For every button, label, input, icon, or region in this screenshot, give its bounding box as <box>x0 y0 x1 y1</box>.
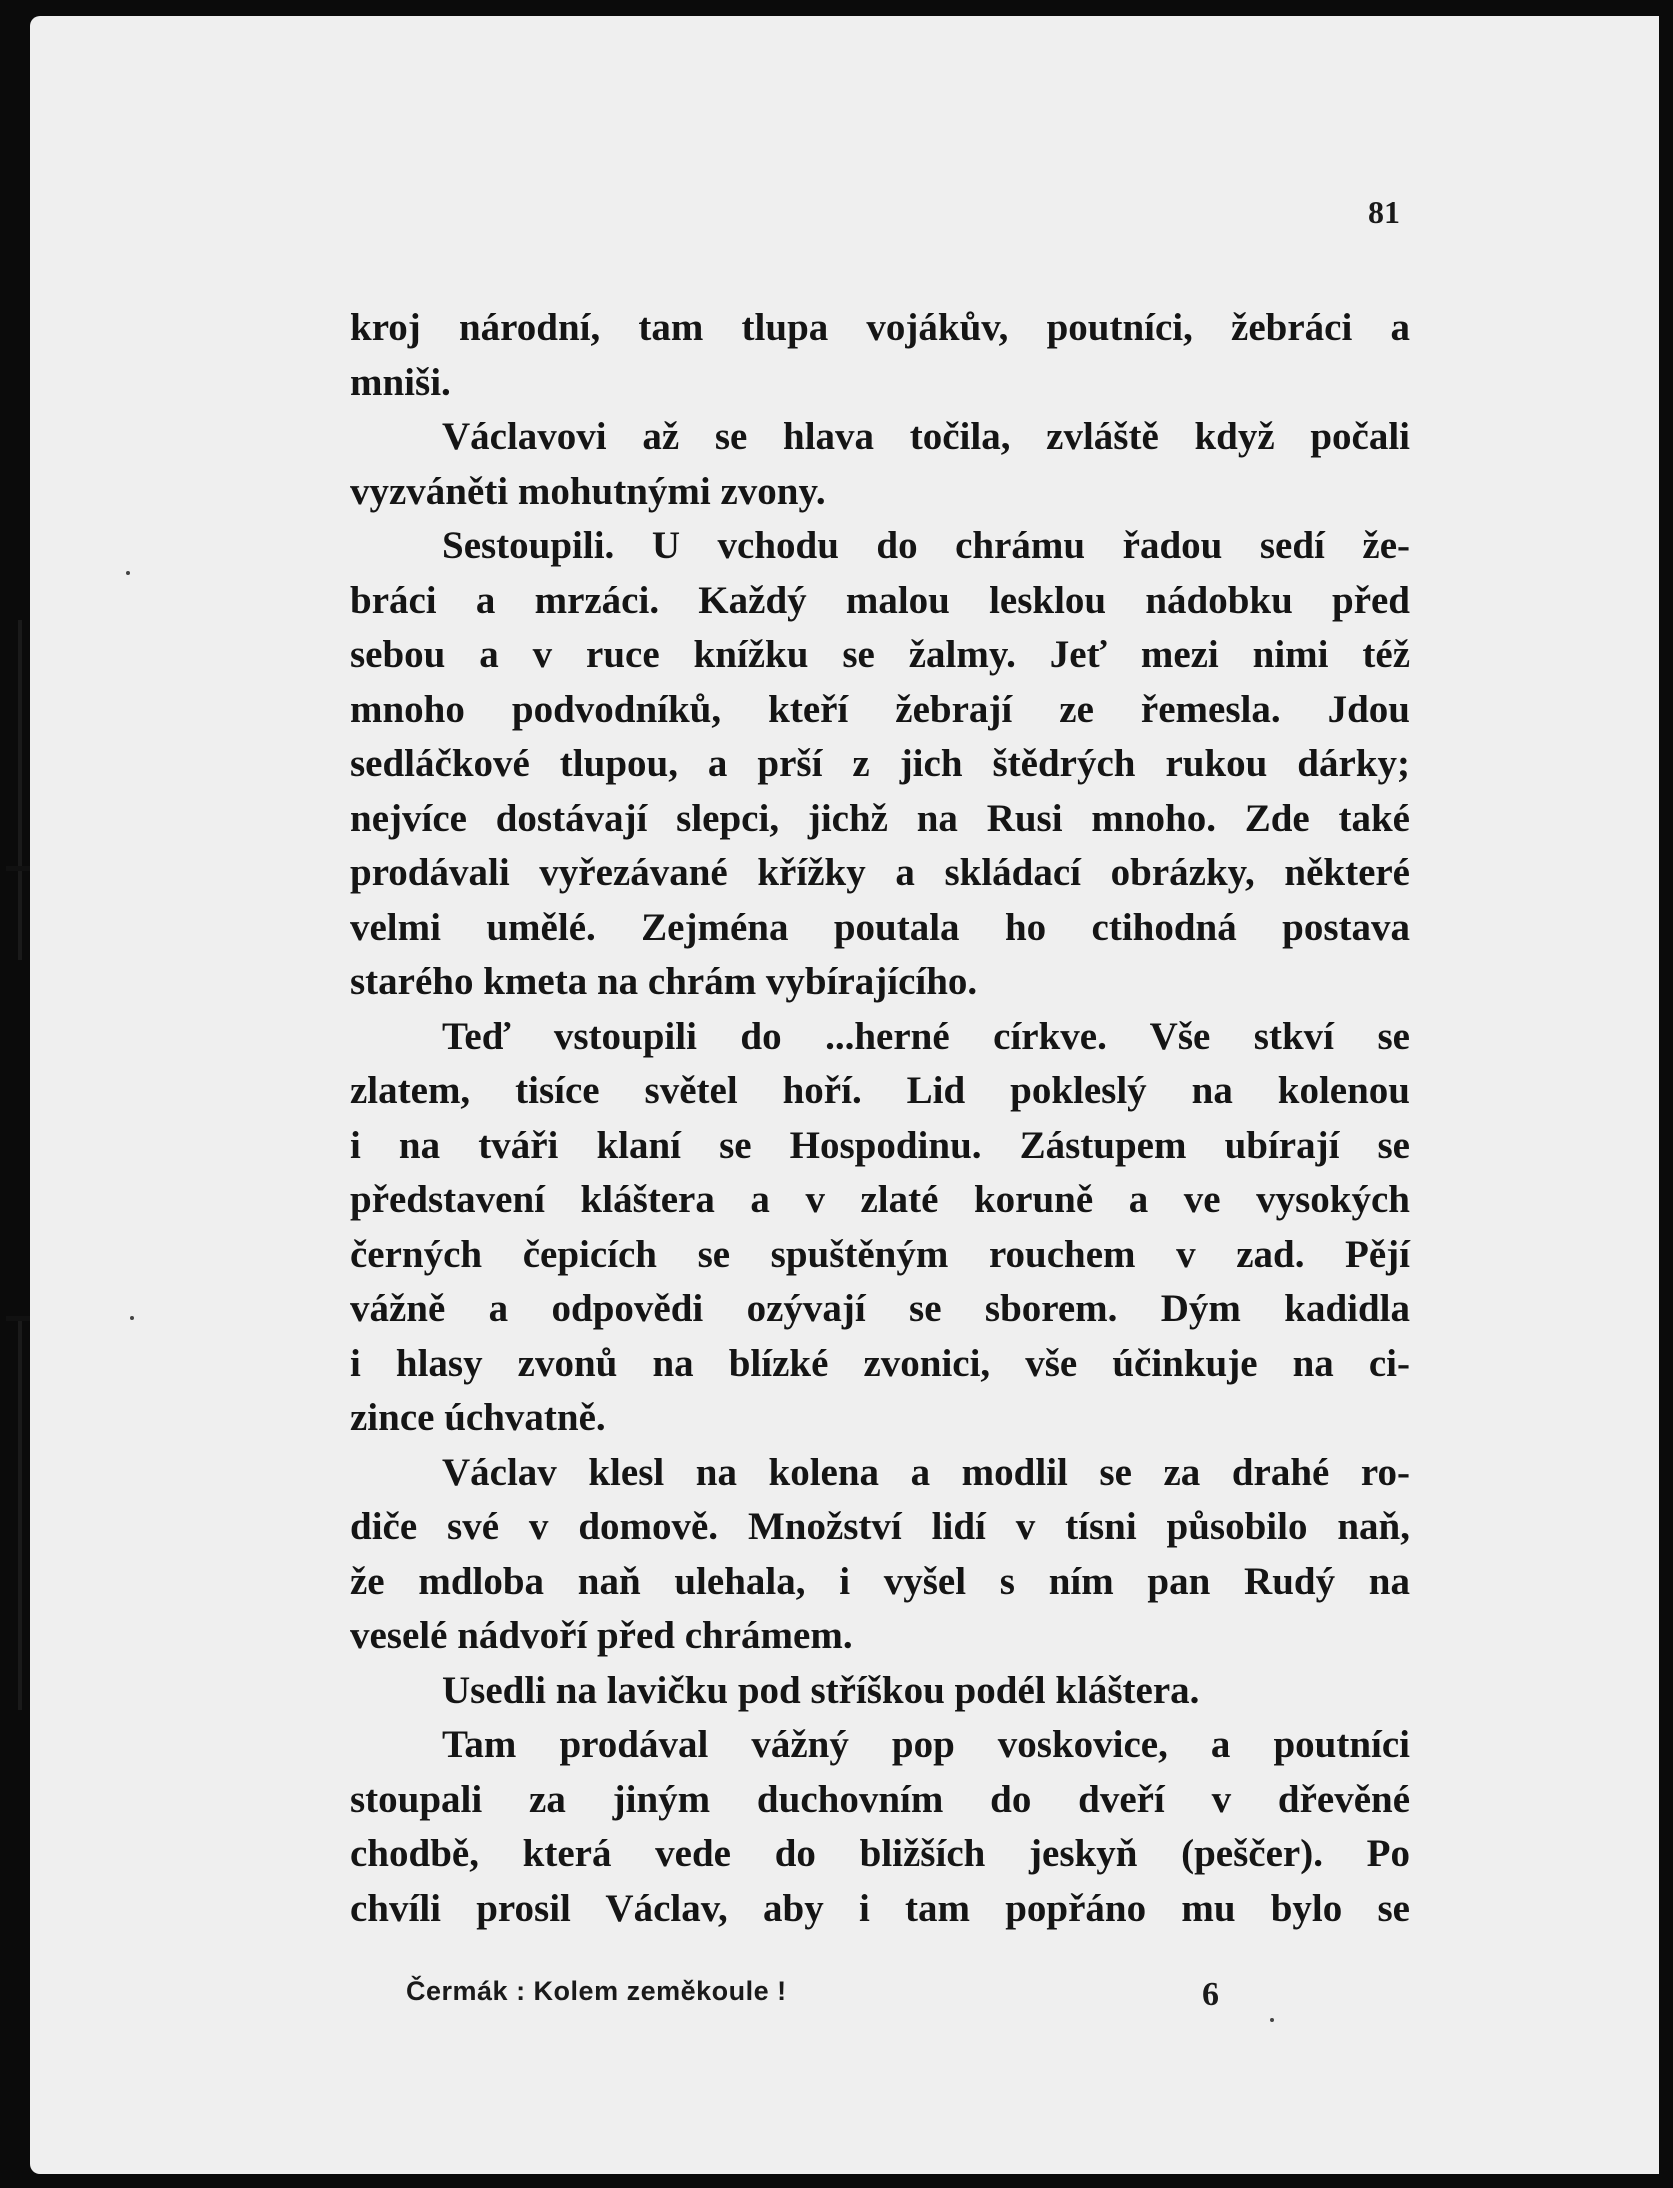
text-line: Usedli na lavičku pod stříškou podél kláštera. <box>442 1668 1200 1712</box>
book-page <box>30 16 1659 2174</box>
text-line: zince úchvatně. <box>350 1396 606 1439</box>
text-line: mnoho podvodníků, kteří žebrají ze řemesla. Jdou <box>350 687 1410 731</box>
text-line: Václav klesl na kolena a modlil se za drahé ro- <box>442 1450 1410 1494</box>
print-speck <box>1270 2018 1274 2022</box>
text-line: sebou a v ruce knížku se žalmy. Jeť mezi nimi též <box>350 633 1410 676</box>
text-line: sedláčkové tlupou, a prší z jich štědrých rukou dárky; <box>350 742 1410 785</box>
text-line: že mdloba naň ulehala, i vyšel s ním pan Rudý na <box>350 1559 1410 1603</box>
binding-mark-upper <box>6 866 32 871</box>
text-line: chodbě, která vede do bližších jeskyň (peščer). Po <box>350 1832 1410 1875</box>
text-line: Tam prodával vážný pop voskovice, a poutníci <box>442 1723 1410 1766</box>
binding-edge <box>18 620 22 960</box>
text-line: vyzváněti mohutnými zvony. <box>350 469 826 513</box>
text-line: představení kláštera a v zlaté koruně a ve vysokých <box>350 1178 1410 1221</box>
binding-mark-lower <box>6 1316 32 1321</box>
footer-author-title: Čermák : Kolem zeměkoule ! <box>406 1976 787 2006</box>
text-line: stoupali za jiným duchovním do dveří v dřevěné <box>350 1777 1410 1821</box>
text-line: Sestoupili. U vchodu do chrámu řadou sedí že- <box>442 524 1410 567</box>
text-line: Teď vstoupili do ...herné církve. Vše stkví se <box>442 1014 1410 1058</box>
text-line: i hlasy zvonů na blízké zvonici, vše účinkuje na ci- <box>350 1341 1410 1385</box>
signature-mark: 6 <box>1202 1976 1219 2013</box>
text-line: zlatem, tisíce světel hoří. Lid pokleslý na kolenou <box>350 1069 1410 1112</box>
text-line: černých čepicích se spuštěným rouchem v zad. Pějí <box>350 1232 1410 1276</box>
text-line: prodávali vyřezávané křížky a skládací obrázky, některé <box>350 851 1410 894</box>
text-line: nejvíce dostávají slepci, jichž na Rusi mnoho. Zde také <box>350 796 1410 840</box>
text-line: i na tváři klaní se Hospodinu. Zástupem ubírají se <box>350 1123 1410 1167</box>
print-speck <box>130 1316 134 1320</box>
print-speck <box>126 571 130 575</box>
text-line: bráci a mrzáci. Každý malou lesklou nádobku před <box>350 578 1410 622</box>
text-line: chvíli prosil Václav, aby i tam popřáno mu bylo se <box>350 1886 1410 1930</box>
text-line: veselé nádvoří před chrámem. <box>350 1614 853 1657</box>
text-line: starého kmeta na chrám vybírajícího. <box>350 960 978 1003</box>
body-text <box>350 301 1410 1936</box>
page-number: 81 <box>1368 194 1400 230</box>
text-line: vážně a odpovědi ozývají se sborem. Dým kadidla <box>350 1287 1410 1330</box>
binding-edge-lower <box>18 1320 22 1710</box>
text-line: mniši. <box>350 360 451 404</box>
text-line: Václavovi až se hlava točila, zvláště když počali <box>442 415 1410 458</box>
text-line: diče své v domově. Množství lidí v tísni působilo naň, <box>350 1505 1410 1548</box>
text-line: velmi umělé. Zejména poutala ho ctihodná postava <box>350 905 1410 949</box>
text-line: kroj národní, tam tlupa vojákův, poutníci, žebráci a <box>350 306 1410 349</box>
